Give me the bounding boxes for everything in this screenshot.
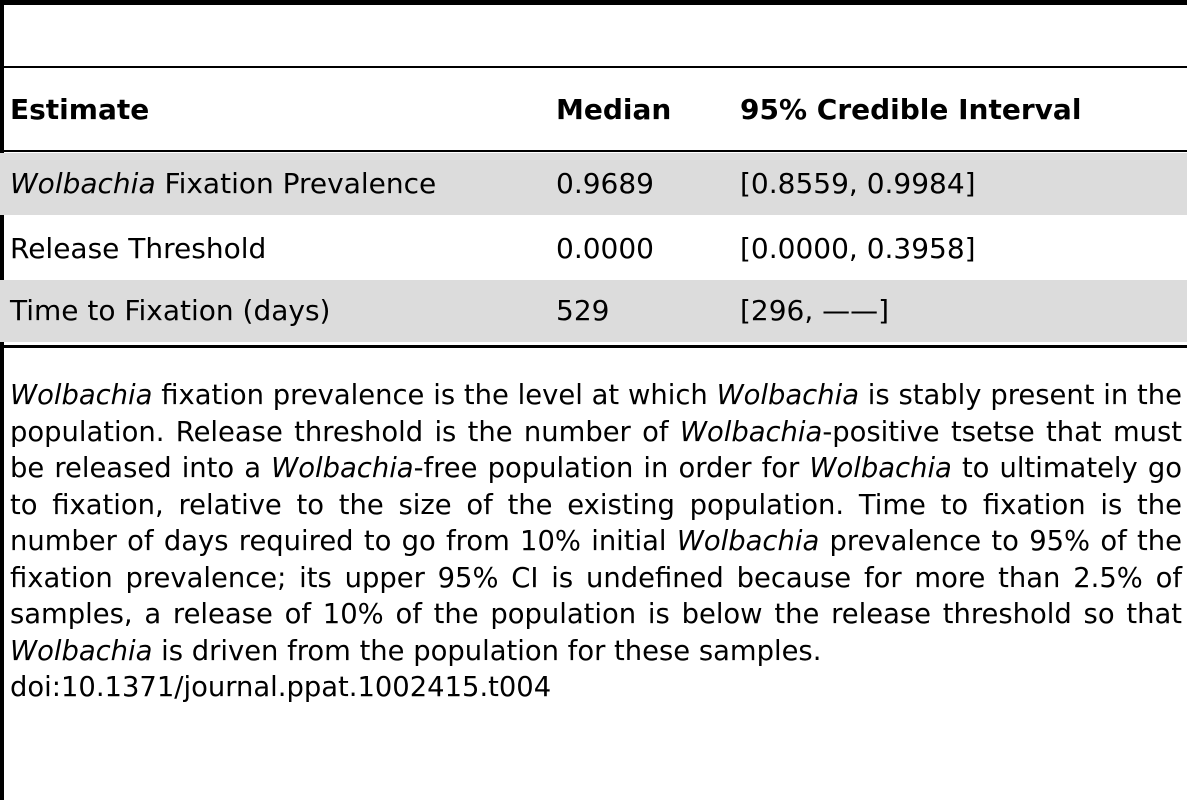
row-credible-interval: [0.0000, 0.3958] [740,232,976,265]
caption-text: -free population in order for [413,453,810,484]
caption-italic: Wolbachia [716,380,859,411]
doi-link[interactable]: doi:10.1371/journal.ppat.1002415.t004 [10,672,552,703]
caption-italic: Wolbachia [809,453,952,484]
header-estimate: Estimate [10,93,150,126]
caption-italic: Wolbachia [10,635,153,667]
row-median: 0.9689 [556,167,654,200]
header-top-rule [0,66,1187,68]
caption-text: is stably present in the population. Release threshold is the number of [10,380,1182,448]
caption-text: is driven from the population for these samples. [152,635,822,667]
table-header-row [0,78,1187,142]
row-credible-interval: [296, ——] [740,294,890,327]
table-top-rule [0,0,1187,5]
caption-italic: Wolbachia [676,526,820,557]
row-estimate: Release Threshold [10,232,267,265]
header-median: Median [556,93,672,126]
table-row [0,218,1187,280]
caption-text: fixation prevalence is the level at which [152,380,717,411]
caption-text: to ultimately go to fixation, relative to the size of the existing population. Time to fixation is the number of days required to go from 10% initial [10,453,1182,557]
row-estimate [10,153,436,215]
row-median: 0.0000 [556,232,654,265]
table-footnote [10,378,1182,707]
table-row [0,153,1187,215]
row-credible-interval: [0.8559, 0.9984] [740,167,976,200]
caption-text: -positive tsetse that must be released into a [10,416,1182,484]
table-bottom-rule [0,345,1187,348]
caption-italic: Wolbachia [271,453,414,484]
header-bottom-rule [0,150,1187,152]
header-credible-interval: 95% Credible Interval [740,93,1082,126]
caption-italic: Wolbachia [10,380,153,411]
table-row [0,280,1187,342]
row-median: 529 [556,294,610,327]
row-estimate-italic: Wolbachia [10,167,156,200]
caption-italic: Wolbachia [679,416,823,448]
caption-text: prevalence to 95% of the fixation prevalence; its upper 95% CI is undefined because for more than 2.5% of samples, a release of 10% of the population is below the release threshold so that [10,526,1182,630]
row-estimate-text: Fixation Prevalence [155,167,437,200]
row-estimate: Time to Fixation (days) [10,294,331,327]
